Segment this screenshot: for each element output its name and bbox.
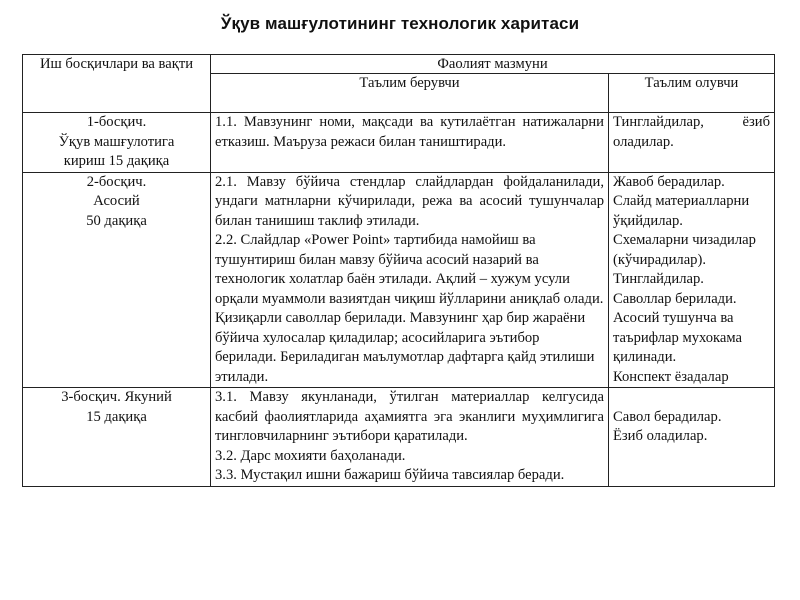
student-line: Асосий тушунча ва таърифлар мухокама қилинади. [613, 310, 743, 365]
header-student: Таълим олувчи [609, 74, 775, 113]
teacher-activity-cell [211, 172, 609, 388]
header-teacher: Таълим берувчи [211, 74, 609, 113]
student-activity-cell [609, 172, 775, 388]
header-activity-content: Фаолият мазмуни [211, 55, 775, 74]
stage-line: Асосий [93, 193, 140, 209]
stage-line: Ўқув машғулотига [58, 133, 175, 150]
student-line: Савол берадилар. [613, 408, 722, 425]
stage-line: кириш 15 дақиқа [63, 153, 170, 169]
table-row [23, 388, 775, 487]
student-line-spacer [613, 388, 770, 408]
stage-cell [23, 113, 211, 173]
teacher-paragraph: 3.2. Дарс мохияти баҳоланади. [215, 447, 406, 464]
teacher-paragraph: 2.1. Мавзу бўйича стендлар слайдлардан фойдаланилади, ундаги матнларни кўчирилади, режа ва асосий тушунчалар билан танишиш таклиф этилади. [215, 173, 604, 229]
teacher-activity-cell [211, 388, 609, 487]
stage-line: 3-босқич. Якуний [61, 389, 172, 405]
header-row [23, 55, 775, 74]
stage-line: 1-босқич. [86, 114, 147, 130]
student-line: Саволлар берилади. [613, 290, 737, 307]
teacher-paragraph: 1.1. Мавзунинг номи, мақсади ва кутилаётган натижаларни етказиш. Маъруза режаси билан таништиради. [215, 114, 604, 150]
table-row [23, 113, 775, 173]
header-stage-time: Иш босқичлари ва вақти [23, 55, 211, 113]
stage-cell [23, 388, 211, 487]
student-line: Слайд материалларни ўқийдилар. [613, 193, 750, 229]
stage-line: 2-босқич. [86, 173, 147, 190]
student-activity-cell [609, 113, 775, 173]
student-line: Тинглайдилар, ёзиб оладилар. [613, 114, 771, 150]
document-title: Ўқув машғулотининг технологик харитаси [220, 14, 580, 33]
student-line: Тинглайдилар. [613, 271, 704, 287]
student-line: Конспект ёзадалар [613, 368, 729, 385]
student-activity-cell [609, 388, 775, 487]
stage-cell [23, 172, 211, 388]
technology-map-table [22, 54, 775, 487]
teacher-paragraph: 2.2. Слайдлар «Power Point» тартибида намойиш ва тушунтириш билан мавзу бўйича асосий назарий ва технологик холатлар баён этилади. Ақлий – хужум усули орқали муаммоли вазиятдан чиқиш йўлларини аниқлаб олади. Қизиқарли саволлар берилади. Мавзунинг ҳар бир жараёни бўйича хулосалар қиладилар; асосийларига эътибор берилади. Бериладиган маълумотлар дафтарга қайд этилиши этилади. [215, 232, 604, 385]
stage-line: 15 дақиқа [86, 408, 147, 425]
student-line: Жавоб берадилар. [613, 173, 725, 190]
table-row [23, 172, 775, 388]
teacher-paragraph: 3.3. Мустақил ишни бажариш бўйича тавсиялар беради. [215, 467, 565, 483]
student-line: Ёзиб оладилар. [613, 428, 708, 444]
teacher-paragraph: 3.1. Мавзу якунланади, ўтилган материаллар келгусида касбий фаолиятларида аҳамиятга эга эканлиги муҳимлигига тингловчиларнинг эътибори қаратилади. [215, 389, 604, 444]
stage-line: 50 дақиқа [86, 212, 147, 229]
student-line: Схемаларни чизадилар (кўчирадилар). [613, 232, 756, 268]
teacher-activity-cell [211, 113, 609, 173]
